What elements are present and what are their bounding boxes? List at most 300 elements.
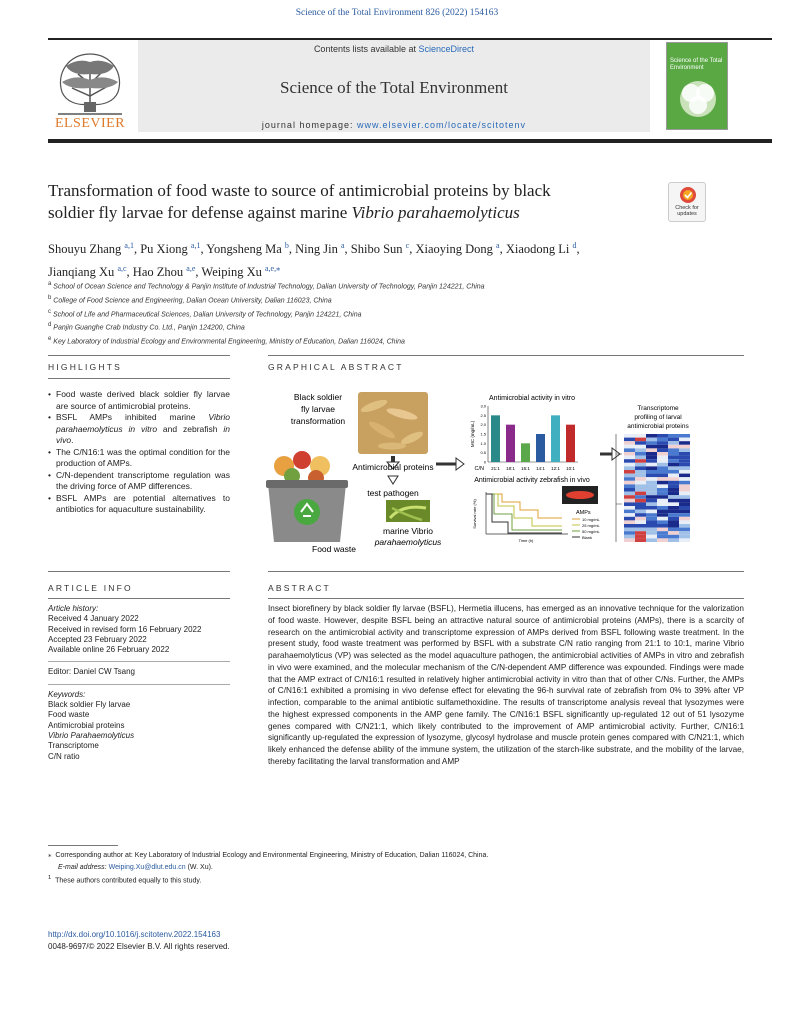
author-name[interactable]: Xiaoying Dong $^a$ bbox=[415, 241, 500, 257]
heatmap-cell bbox=[646, 531, 657, 535]
chart-y-label: MIC (mg/mL) bbox=[470, 420, 475, 448]
heatmap-cell bbox=[635, 448, 646, 452]
info-rule bbox=[48, 571, 230, 572]
heatmap-cell bbox=[657, 445, 668, 449]
up-down-arrow-icon bbox=[388, 476, 398, 484]
survival-xlabel: Time (h) bbox=[518, 538, 534, 543]
chart-bar bbox=[566, 425, 575, 462]
info-divider-2 bbox=[48, 684, 230, 685]
heatmap-cell bbox=[635, 481, 646, 485]
heatmap-cell bbox=[624, 481, 635, 485]
heatmap-cell bbox=[657, 502, 668, 506]
heatmap-cell bbox=[624, 531, 635, 535]
heatmap-cell bbox=[624, 445, 635, 449]
title-species: Vibrio parahaemolyticus bbox=[351, 203, 520, 222]
author-name[interactable]: Weiping Xu $^{a,e,⁎}$ bbox=[201, 264, 281, 280]
heatmap-cell bbox=[624, 513, 635, 517]
info-divider bbox=[48, 661, 230, 662]
heatmap-cell bbox=[635, 459, 646, 463]
heatmap-cell bbox=[635, 470, 646, 474]
mic-bar-chart bbox=[470, 404, 578, 473]
heatmap-cell bbox=[635, 438, 646, 442]
equal-text: These authors contributed equally to this study. bbox=[55, 877, 202, 885]
heatmap-cell bbox=[657, 434, 668, 438]
chart-bar bbox=[521, 443, 530, 462]
history-received: Received 4 January 2022 bbox=[48, 614, 139, 624]
food-waste-bin-image bbox=[266, 451, 348, 542]
heatmap-cell bbox=[657, 492, 668, 496]
heatmap-cell bbox=[679, 481, 690, 485]
heatmap-cell bbox=[679, 484, 690, 488]
heatmap-cell bbox=[668, 448, 679, 452]
heatmap-cell bbox=[679, 499, 690, 503]
heatmap-cell bbox=[624, 434, 635, 438]
keywords-label: Keywords: bbox=[48, 689, 86, 699]
heatmap-cell bbox=[657, 456, 668, 460]
chart-y-tick-label: 2.0 bbox=[480, 422, 486, 428]
highlight-item bbox=[48, 470, 230, 493]
heatmap-cell bbox=[635, 506, 646, 510]
heatmap-cell bbox=[657, 499, 668, 503]
vibrio-image bbox=[386, 500, 430, 522]
heatmap-cell bbox=[657, 517, 668, 521]
heatmap-cell bbox=[657, 528, 668, 532]
chart-x-tick-label: 14:1 bbox=[536, 466, 545, 471]
heatmap-cell bbox=[624, 495, 635, 499]
contents-line bbox=[138, 44, 650, 54]
highlight-text-3: The C/N16:1 was the optimal condition for the production of AMPs. bbox=[56, 446, 230, 468]
heatmap-cell bbox=[635, 513, 646, 517]
heatmap-cell bbox=[668, 445, 679, 449]
chart-y-tick-label: 0 bbox=[483, 459, 486, 465]
affiliation-key: b bbox=[48, 294, 52, 301]
heatmap-cell bbox=[646, 434, 657, 438]
author-affiliation-marker[interactable]: a bbox=[496, 241, 500, 250]
heatmap-cell bbox=[624, 538, 635, 542]
heatmap-cell bbox=[624, 528, 635, 532]
heatmap-cell bbox=[679, 513, 690, 517]
heatmap-cell bbox=[646, 456, 657, 460]
heatmap-title-3: antimicrobial proteins bbox=[627, 423, 689, 430]
chart-y-tick-label: 0.5 bbox=[480, 450, 486, 456]
heatmap-cell bbox=[679, 528, 690, 532]
heatmap-cell bbox=[646, 484, 657, 488]
heatmap-cell bbox=[657, 470, 668, 474]
heatmap-cell bbox=[657, 538, 668, 542]
check-updates-label: Check for updates bbox=[675, 205, 699, 218]
heatmap-cell bbox=[668, 438, 679, 442]
heatmap-cell bbox=[646, 463, 657, 467]
author-affiliation-marker[interactable]: d bbox=[572, 241, 577, 250]
heatmap-cell bbox=[624, 492, 635, 496]
legend-item-4: Blank bbox=[582, 535, 593, 540]
heatmap-cell bbox=[668, 524, 679, 528]
cover-artwork bbox=[667, 43, 729, 131]
heatmap-cell bbox=[679, 441, 690, 445]
heatmap-cell bbox=[635, 499, 646, 503]
transcriptome-heatmap bbox=[616, 434, 690, 542]
heatmap-cell bbox=[624, 517, 635, 521]
sciencedirect-link[interactable]: ScienceDirect bbox=[418, 44, 475, 54]
author-affiliation-marker[interactable]: a,1 bbox=[190, 241, 201, 250]
legend-item-2: 25 mg/mL bbox=[582, 523, 600, 528]
article-info-heading: ARTICLE INFO bbox=[48, 583, 133, 593]
heatmap-cell bbox=[679, 438, 690, 442]
affiliation-key: d bbox=[48, 322, 52, 329]
abstract-rule bbox=[268, 571, 744, 572]
heatmap-cell bbox=[679, 524, 690, 528]
highlight-item bbox=[48, 412, 230, 447]
heatmap-cell bbox=[657, 463, 668, 467]
highlight-item bbox=[48, 389, 230, 412]
heatmap-cell bbox=[657, 520, 668, 524]
heatmap-cell bbox=[646, 499, 657, 503]
author-affiliation-marker[interactable]: a bbox=[340, 241, 345, 250]
heatmap-cell bbox=[624, 470, 635, 474]
heatmap-cell bbox=[668, 502, 679, 506]
highlight-text-5: BSFL AMPs are potential alternatives to antibiotics for aquaculture sustainability. bbox=[56, 492, 230, 514]
heatmap-cell bbox=[635, 517, 646, 521]
heatmap-cell bbox=[668, 466, 679, 470]
editor-line: Editor: Daniel CW Tsang bbox=[48, 667, 135, 677]
heatmap-cell bbox=[624, 506, 635, 510]
heatmap-cell bbox=[646, 438, 657, 442]
heatmap-cell bbox=[657, 531, 668, 535]
zebrafish-chart-title: Antimicrobial activity zebrafish in vivo bbox=[474, 477, 590, 484]
heatmap-cell bbox=[657, 438, 668, 442]
heatmap-cell bbox=[624, 510, 635, 514]
heatmap-cell bbox=[646, 448, 657, 452]
heatmap-cell bbox=[635, 484, 646, 488]
heatmap-cell bbox=[624, 524, 635, 528]
affiliations bbox=[48, 279, 748, 348]
ga-bsf-label-3: transformation bbox=[290, 416, 346, 426]
article-info-block bbox=[48, 604, 230, 762]
heatmap-cell bbox=[635, 463, 646, 467]
heatmap-cell bbox=[668, 474, 679, 478]
heatmap-cell bbox=[679, 520, 690, 524]
affiliation-line: $^a$ School of Ocean Science and Technology & Panjin Institute of Industrial Technology, Dalian University of Technology, Panjin 124221, China bbox=[48, 281, 485, 291]
chart-bar bbox=[491, 415, 500, 462]
survival-chart bbox=[472, 492, 568, 543]
author-name[interactable]: Ning Jin $^a$ bbox=[295, 241, 345, 257]
heatmap-cell bbox=[668, 531, 679, 535]
keyword-item: Antimicrobial proteins bbox=[48, 720, 125, 730]
heatmap-cell bbox=[635, 445, 646, 449]
larvae-image bbox=[358, 392, 428, 454]
heatmap-title-2: profiling of larval bbox=[634, 414, 682, 421]
chart-y-tick-label: 1.0 bbox=[480, 440, 486, 446]
heatmap-cell bbox=[635, 492, 646, 496]
heatmap-cell bbox=[646, 535, 657, 539]
author-affiliation-marker[interactable]: a,e,⁎ bbox=[264, 264, 281, 274]
heatmap-cell bbox=[624, 499, 635, 503]
heatmap-cell bbox=[646, 502, 657, 506]
journal-reference[interactable]: Science of the Total Environment 826 (2022) 154163 bbox=[295, 8, 499, 18]
heatmap-cell bbox=[679, 506, 690, 510]
doi-link[interactable]: http://dx.doi.org/10.1016/j.scitotenv.2022.154163 bbox=[48, 930, 221, 939]
highlights-rule bbox=[48, 355, 230, 356]
chart-x-tick-label: 12:1 bbox=[551, 466, 560, 471]
heatmap-cell bbox=[646, 488, 657, 492]
author-list: Shouyu Zhang $^{a,1}$, Pu Xiong $^{a,1}$, Yongsheng Ma $^b$, Ning Jin $^a$, Shibo Sun $^c$, Xiaoying Dong $^a$, Xiaodong Li $^d$, Jianqiang Xu $^{a,c}$, Hao Zhou $^{a,e}$, Weiping Xu $^{a,e,⁎}$ bbox=[48, 241, 580, 280]
heatmap-cell bbox=[624, 484, 635, 488]
heatmap-cell bbox=[679, 517, 690, 521]
heatmap-cell bbox=[646, 445, 657, 449]
heatmap-cell bbox=[679, 488, 690, 492]
heatmap-cell bbox=[635, 495, 646, 499]
abstract-text: Insect biorefinery by black soldier fly larvae (BSFL), Hermetia illucens, has emerged as an innovative technique for the valorization of food waste. However, despite BSFL being an attractive natural source of antimicrobial proteins (AMPs), there is a scarcity of research on the antimicrobial activity and transcriptome expression of AMPs derived from BSFL following waste treatment. In the present study, food waste treatment was performed by BSFL with a substrate C/N ratio ranging from 21:1 to 10:1, marine Vibrio parahaemolyticus (VP) was selected as the model aquaculture pathogen, the antimicrobial activities of AMPs in vitro and zebrafish in vivo were examined, and the molecular mechanism of the C/N-dependent AMP difference was expounded. Findings were made that the AMP extract of C/N16:1 resulted in relatively higher antimicrobial activity in vitro than that of other C/Ns. Further, the AMPs of C/N16:1 exhibited a promising in vivo defense effect for elevating the 96-h survival rate of zebrafish from 0% to 39% after VP infection, comparable to the animal antibiotic sulfamethoxidine. The results of transcriptome analysis reveal that lysozymes were the highest expressed components in the AMP gene family. The C/N16:1 BSFL significantly up-regulated 12 out of 51 lysozyme genes compared with C/N21:1, which likely contributed to the improvement of AMP antimicrobial activity. Further, C/N16:1 significantly up-regulated the expression of lysozyme, glycosyl hydrolase and muscle protein genes compared with C/N21:1, which likely enhanced the defense ability of the immune system, the utilization of the starch-like substrate, and the mobility of the larvae, thereby facilitating the larval transformation and AMP bbox=[268, 604, 744, 766]
heatmap-cell bbox=[668, 470, 679, 474]
corresponding-text: Corresponding author at: Key Laboratory of Industrial Ecology and Environmental Engineering, Ministry of Education, Dalian 116024, China. bbox=[55, 852, 489, 859]
heatmap-cell bbox=[646, 492, 657, 496]
heatmap-cell bbox=[635, 452, 646, 456]
heatmap-cell bbox=[646, 506, 657, 510]
heatmap-cell bbox=[657, 459, 668, 463]
ga-rule bbox=[268, 355, 744, 356]
heatmap-cell bbox=[646, 520, 657, 524]
heatmap-cell bbox=[668, 510, 679, 514]
chart-x-tick-label: 18:1 bbox=[506, 466, 515, 471]
heatmap-cell bbox=[657, 474, 668, 478]
chart-x-label: C/N bbox=[474, 466, 484, 472]
heatmap-cell bbox=[668, 488, 679, 492]
heatmap-cell bbox=[679, 510, 690, 514]
heatmap-cell bbox=[679, 502, 690, 506]
ga-pathogen-label: test pathogen bbox=[367, 488, 419, 498]
heatmap-cell bbox=[668, 506, 679, 510]
cover-title: Science of the Total Environment bbox=[670, 58, 723, 71]
abstract-heading: ABSTRACT bbox=[268, 583, 331, 593]
abstract-rule-2 bbox=[268, 598, 744, 599]
journal-cover-image[interactable] bbox=[666, 42, 728, 130]
author-affiliation-marker[interactable]: a,c bbox=[117, 264, 127, 274]
heatmap-cell bbox=[668, 520, 679, 524]
doi-block bbox=[48, 929, 448, 953]
check-updates-icon bbox=[669, 183, 707, 205]
author-name[interactable]: Yongsheng Ma $^b$ bbox=[206, 241, 289, 257]
heatmap-cell bbox=[679, 459, 690, 463]
title-line-2-text: soldier fly larvae for defense against marine bbox=[48, 203, 352, 222]
author-name[interactable]: Shouyu Zhang $^{a,1}$ bbox=[48, 241, 134, 257]
legend-item-1: 10 mg/mL bbox=[582, 517, 600, 522]
heatmap-cell bbox=[624, 459, 635, 463]
equal-contribution-note: $^1$ These authors contributed equally to this study. bbox=[48, 875, 202, 885]
author-affiliation-marker[interactable]: a,e bbox=[186, 264, 196, 274]
history-revised: Received in revised form 16 February 2022 bbox=[48, 624, 202, 634]
heatmap-cell bbox=[679, 477, 690, 481]
heatmap-cell bbox=[657, 448, 668, 452]
heatmap-cell bbox=[646, 524, 657, 528]
heatmap-cell bbox=[635, 538, 646, 542]
highlight-item bbox=[48, 493, 230, 516]
author-affiliation-marker[interactable]: a,1 bbox=[124, 241, 134, 250]
contents-prefix: Contents lists available at bbox=[313, 44, 416, 54]
heatmap-cell bbox=[657, 481, 668, 485]
chart-x-tick-label: 16:1 bbox=[521, 466, 530, 471]
heatmap-cell bbox=[657, 535, 668, 539]
heatmap-cell bbox=[668, 452, 679, 456]
title-line-1: Transformation of food waste to source of antimicrobial proteins by black bbox=[48, 181, 551, 200]
email-suffix: (W. Xu). bbox=[187, 863, 213, 871]
heatmap-cell bbox=[679, 452, 690, 456]
heatmap-cell bbox=[635, 535, 646, 539]
author-name[interactable]: Jianqiang Xu $^{a,c}$ bbox=[48, 264, 127, 280]
heatmap-cell bbox=[635, 528, 646, 532]
ga-vibrio-label-1: marine Vibrio bbox=[383, 526, 433, 536]
highlights-heading: HIGHLIGHTS bbox=[48, 362, 122, 372]
heatmap-cell bbox=[635, 524, 646, 528]
email-link[interactable]: Weiping.Xu@dlut.edu.cn bbox=[108, 863, 186, 871]
heatmap-cell bbox=[657, 441, 668, 445]
heatmap-cell bbox=[646, 495, 657, 499]
heatmap-cell bbox=[624, 466, 635, 470]
chart-bar bbox=[506, 425, 515, 462]
author-name[interactable]: Pu Xiong $^{a,1}$ bbox=[140, 241, 201, 257]
heatmap-cell bbox=[635, 488, 646, 492]
footnote-rule bbox=[48, 845, 118, 846]
heatmap-cell bbox=[679, 495, 690, 499]
heatmap-cell bbox=[679, 492, 690, 496]
heatmap-cell bbox=[646, 474, 657, 478]
chart-x-tick-label: 10:1 bbox=[566, 466, 575, 471]
highlight-item bbox=[48, 447, 230, 470]
keyword-item: Vibrio Parahaemolyticus bbox=[48, 730, 135, 740]
survival-legend bbox=[572, 517, 601, 540]
heatmap-cell bbox=[668, 535, 679, 539]
heatmap-cell bbox=[624, 488, 635, 492]
chart-bar bbox=[536, 434, 545, 462]
heatmap-cell bbox=[679, 434, 690, 438]
homepage-label: journal homepage: bbox=[261, 120, 354, 130]
heatmap-cell bbox=[646, 528, 657, 532]
heatmap-cell bbox=[679, 531, 690, 535]
highlights-list bbox=[48, 389, 230, 516]
author-name[interactable]: Hao Zhou $^{a,e}$ bbox=[132, 264, 196, 280]
header-rule bbox=[48, 139, 772, 143]
amps-legend-title: AMPs bbox=[576, 510, 591, 516]
heatmap-cell bbox=[668, 499, 679, 503]
heatmap-cell bbox=[646, 517, 657, 521]
heatmap-cell bbox=[657, 513, 668, 517]
heatmap-cell bbox=[624, 441, 635, 445]
heatmap-cell bbox=[679, 535, 690, 539]
zebrafish-image bbox=[562, 486, 598, 504]
keyword-item: Black soldier Fly larvae bbox=[48, 700, 131, 710]
heatmap-cell bbox=[646, 513, 657, 517]
affiliation-line: $^b$ College of Food Science and Engineering, Dalian Ocean University, Dalian 116023, China bbox=[48, 294, 332, 305]
heatmap-cell bbox=[668, 463, 679, 467]
chart-x-tick-label: 21:1 bbox=[491, 466, 500, 471]
heatmap-cell bbox=[679, 463, 690, 467]
author-affiliation-marker[interactable]: c bbox=[405, 241, 410, 250]
chart-y-tick-label: 1.5 bbox=[480, 431, 486, 437]
author-name[interactable]: Xiaodong Li $^d$ bbox=[505, 241, 577, 257]
copyright-line: 0048-9697/© 2022 Elsevier B.V. All rights reserved. bbox=[48, 942, 230, 951]
corresponding-note: ⁎ Corresponding author at: Key Laboratory of Industrial Ecology and Environmental Engineering, Ministry of Education, Dalian 116024, China. bbox=[48, 852, 489, 859]
heatmap-cell bbox=[624, 474, 635, 478]
heatmap-cell bbox=[624, 438, 635, 442]
history-online: Available online 26 February 2022 bbox=[48, 645, 170, 655]
survival-ylabel: Survival rate (%) bbox=[472, 499, 477, 529]
heatmap-cell bbox=[668, 477, 679, 481]
heatmap-cell bbox=[646, 459, 657, 463]
heatmap-cell bbox=[646, 510, 657, 514]
ga-bsf-label-1: Black soldier bbox=[293, 392, 343, 402]
highlights-rule-2 bbox=[48, 378, 230, 379]
heatmap-cell bbox=[635, 434, 646, 438]
heatmap-cell bbox=[657, 488, 668, 492]
heatmap-cell bbox=[646, 441, 657, 445]
heatmap-cell bbox=[679, 470, 690, 474]
heatmap-cell bbox=[657, 524, 668, 528]
heatmap-cell bbox=[668, 513, 679, 517]
ga-vibrio-label-2: parahaemolyticus bbox=[374, 537, 442, 547]
heatmap-cell bbox=[635, 510, 646, 514]
heatmap-cell bbox=[679, 448, 690, 452]
heatmap-cell bbox=[668, 456, 679, 460]
journal-title: Science of the Total Environment bbox=[280, 78, 508, 97]
heatmap-cell bbox=[668, 481, 679, 485]
heatmap-title-1: Transcriptome bbox=[637, 405, 679, 412]
affiliation-line: $^d$ Panjin Guanghe Crab Industry Co. Ltd., Panjin 124200, China bbox=[48, 322, 245, 332]
heatmap-cell bbox=[679, 456, 690, 460]
heatmap-cell bbox=[668, 495, 679, 499]
heatmap-cell bbox=[635, 441, 646, 445]
heatmap-dendrogram bbox=[616, 434, 622, 542]
chart-title: Antimicrobial activity in vitro bbox=[489, 395, 575, 402]
heatmap-cell bbox=[646, 477, 657, 481]
history-accepted: Accepted 23 February 2022 bbox=[48, 634, 147, 644]
heatmap-cell bbox=[646, 452, 657, 456]
heatmap-cell bbox=[668, 484, 679, 488]
heatmap-cell bbox=[668, 538, 679, 542]
highlight-text-4: C/N-dependent transcriptome regulation was the driving force of AMP differences. bbox=[56, 469, 230, 491]
elsevier-wordmark: ELSEVIER bbox=[54, 116, 126, 131]
heatmap-cell bbox=[679, 466, 690, 470]
heatmap-cell bbox=[657, 484, 668, 488]
heatmap-cell bbox=[668, 528, 679, 532]
heatmap-cell bbox=[624, 452, 635, 456]
heatmap-cell bbox=[657, 510, 668, 514]
heatmap-cell bbox=[646, 470, 657, 474]
affiliation-line: $^c$ School of Life and Pharmaceutical Sciences, Dalian University of Technology, Panjin 124221, China bbox=[48, 308, 362, 318]
homepage-link[interactable]: www.elsevier.com/locate/scitotenv bbox=[357, 120, 527, 130]
graphical-abstract-figure[interactable] bbox=[262, 384, 714, 554]
heatmap-cell bbox=[624, 456, 635, 460]
author-name[interactable]: Shibo Sun $^c$ bbox=[350, 241, 410, 257]
heatmap-cell bbox=[668, 517, 679, 521]
heatmap-cell bbox=[657, 506, 668, 510]
ga-heading: GRAPHICAL ABSTRACT bbox=[268, 362, 404, 372]
legend-item-3: 50 mg/mL bbox=[582, 529, 600, 534]
heatmap-cell bbox=[635, 477, 646, 481]
heatmap-cell bbox=[657, 477, 668, 481]
heatmap-cell bbox=[635, 502, 646, 506]
heatmap-cell bbox=[657, 452, 668, 456]
history-label: Article history: bbox=[48, 604, 99, 613]
author-affiliation-marker[interactable]: b bbox=[284, 241, 289, 250]
heatmap-cell bbox=[668, 492, 679, 496]
affiliation-key: c bbox=[48, 308, 51, 315]
heatmap-cell bbox=[646, 481, 657, 485]
affiliation-line: $^e$ Key Laboratory of Industrial Ecology and Environmental Engineering, Ministry of Education, Dalian 116024, China bbox=[48, 336, 405, 346]
heatmap-cell bbox=[668, 434, 679, 438]
heatmap-cell bbox=[668, 441, 679, 445]
heatmap-cell bbox=[624, 463, 635, 467]
heatmap-cell bbox=[679, 445, 690, 449]
heatmap-cell bbox=[624, 448, 635, 452]
